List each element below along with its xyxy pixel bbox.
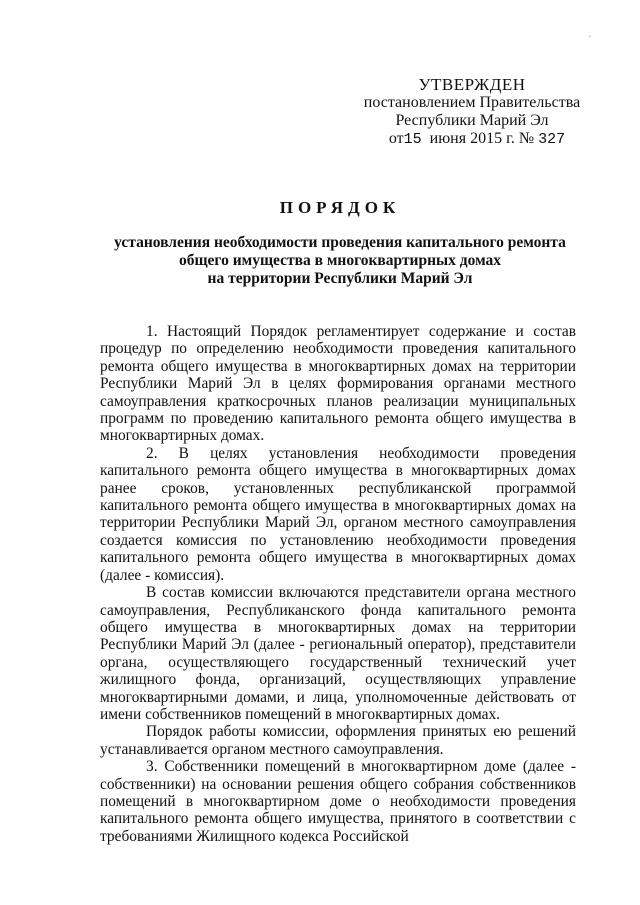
document-title: ПОРЯДОК [279,198,401,217]
approved-heading: УТВЕРЖДЕН [418,75,526,94]
scan-mark: · [588,30,592,43]
subtitle-line: установления необходимости проведения капитального ремонта [114,234,566,251]
date-rest: июня 2015 г. № [429,130,535,147]
date-day: 15 [403,131,422,148]
approval-authority: постановлением Правительства [363,94,581,111]
paragraph-2: 2. В целях установления необходимости проведения капитального ремонта общего имущества в многоквартирных домах ранее сроков, установленных республиканской программой капитального ремонта общего имущества в многоквартирных домах на территории Республики Марий Эл, органом местного самоуправления создается комиссия по установлению необходимости проведения капитального ремонта общего имущества в многоквартирных домах (далее - комиссия). [100,444,576,584]
paragraph-commission-procedure: Порядок работы комиссии, оформления принятых ею решений устанавливается органом местного самоуправления. [100,723,576,758]
paragraph-1: 1. Настоящий Порядок регламентирует содержание и состав процедур по определению необходимости проведения капитального ремонта общего имущества в многоквартирных домах на территории Республики Марий Эл в целях формирования органами местного самоуправления краткосрочных планов реализации муниципальных программ по проведению капитального ремонта общего имущества в многоквартирных домах. [100,323,576,445]
subtitle-line: на территории Республики Марий Эл [207,270,473,287]
subtitle-line: общего имущества в многоквартирных домах [178,252,502,269]
paragraph-commission-composition: В состав комиссии включаются представители органа местного самоуправления, Республиканского фонда капитального ремонта общего имущества в многоквартирных домах на территории Республики Марий Эл (далее - региональный оператор), представители органа, осуществляющего государственный технический учет жилищного фонда, организаций, осуществляющих управление многоквартирными домами, и лица, уполномоченные действовать от имени собственников помещений в многоквартирных домах. [100,584,576,723]
approval-date-line [362,130,592,149]
approval-stamp [352,76,592,149]
decree-number: 327 [538,131,566,148]
document-body [100,323,576,845]
title-block [90,198,590,288]
approval-region: Республики Марий Эл [395,112,549,129]
document-subtitle [90,234,590,288]
paragraph-3: 3. Собственники помещений в многоквартирном доме (далее - собственники) на основании решения общего собрания собственников помещений в многоквартирном доме о необходимости проведения капитального ремонта общего имущества, принятого в соответствии с требованиями Жилищного кодекса Российской [100,758,576,845]
date-prefix: от [388,130,404,147]
